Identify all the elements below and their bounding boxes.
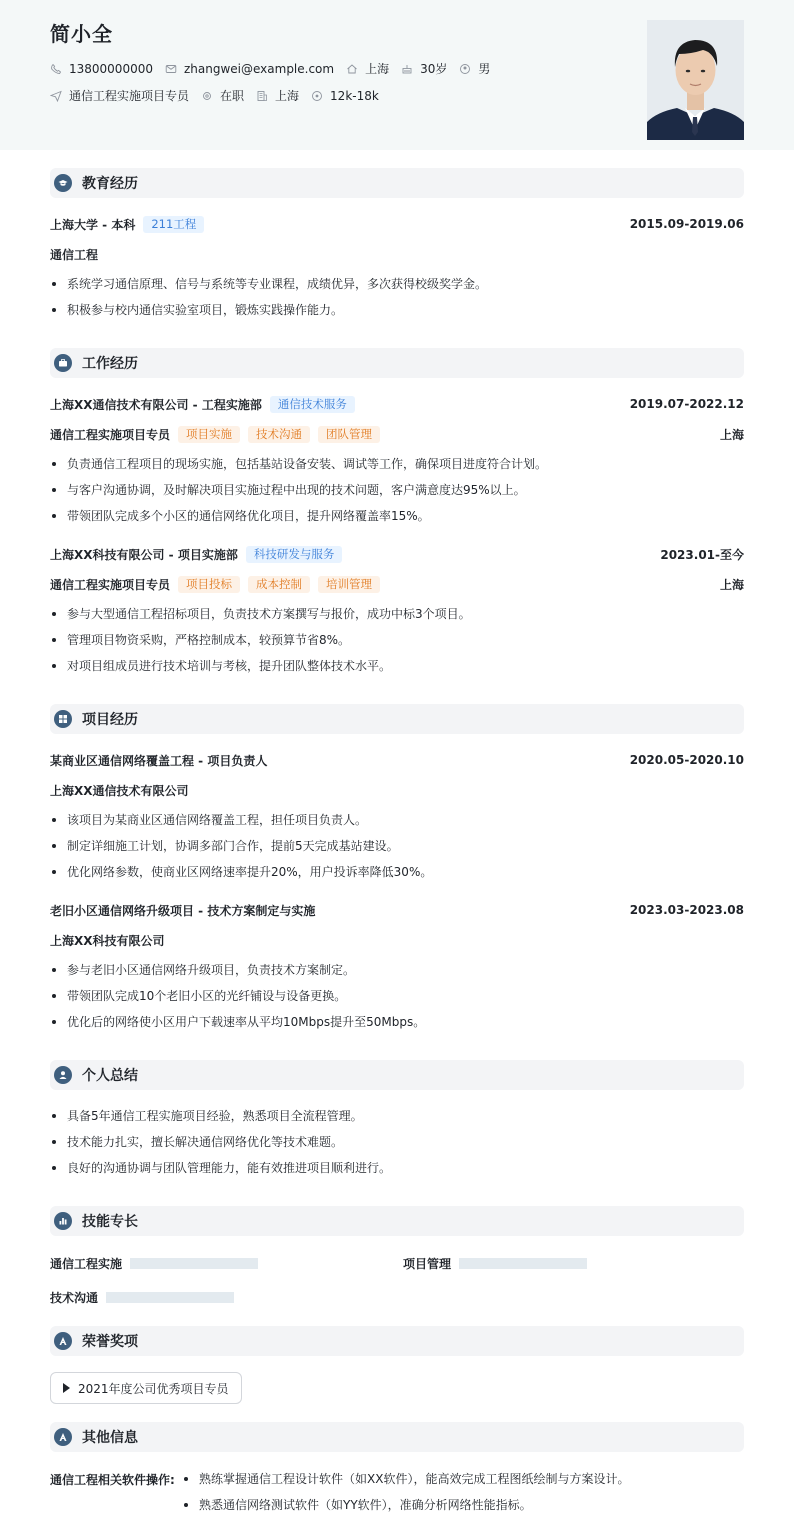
project-period: 2023.03-2023.08 — [629, 903, 744, 917]
salary-text: 12k-18k — [330, 88, 379, 103]
skill-name: 技术沟通 — [50, 1290, 99, 1305]
position-name: 通信工程实施项目专员 — [50, 427, 171, 442]
profile-photo — [647, 20, 744, 140]
education-period: 2015.09-2019.06 — [629, 217, 744, 231]
section-other — [50, 1422, 744, 1452]
status-text: 在职 — [220, 89, 245, 103]
list-item: 参与大型通信工程招标项目，负责技术方案撰写与报价，成功中标3个项目。 — [50, 606, 744, 632]
work-period: 2019.07-2022.12 — [629, 397, 744, 411]
skill-item — [50, 1288, 234, 1306]
skill-level-bar — [130, 1258, 258, 1269]
list-item: 积极参与校内通信实验室项目，锻炼实践操作能力。 — [50, 302, 744, 328]
work-position-row — [50, 575, 744, 593]
section-education — [50, 168, 744, 198]
industry-tag: 通信技术服务 — [270, 396, 355, 413]
section-title: 工作经历 — [82, 356, 138, 372]
skill-name: 项目管理 — [403, 1256, 452, 1271]
education-bullets — [50, 276, 744, 328]
project-title: 老旧小区通信网络升级项目 - 技术方案制定与实施 — [50, 903, 316, 918]
work-period: 2023.01-至今 — [660, 547, 744, 562]
section-title: 荣誉奖项 — [82, 1334, 138, 1350]
intent-city-text: 上海 — [275, 89, 300, 103]
list-item: 带领团队完成10个老旧小区的光纤铺设与设备更换。 — [50, 988, 744, 1014]
phone-text: 13800000000 — [69, 61, 153, 76]
list-item: 负责通信工程项目的现场实施，包括基站设备安装、调试等工作，确保项目进度符合计划。 — [50, 456, 744, 482]
major-name: 通信工程 — [50, 247, 99, 262]
summary-bullets — [50, 1108, 744, 1186]
award-icon — [54, 1332, 72, 1350]
honor-chip — [50, 1372, 242, 1404]
section-title: 个人总结 — [82, 1068, 138, 1084]
work-entry-header — [50, 395, 744, 413]
skill-tag: 团队管理 — [318, 426, 380, 443]
gear-icon — [201, 90, 213, 102]
triangle-icon — [63, 1383, 70, 1393]
candidate-name: 简小全 — [50, 22, 113, 46]
skill-item — [50, 1254, 258, 1272]
project-entry-header — [50, 901, 744, 919]
skill-tag: 培训管理 — [318, 576, 380, 593]
position-name: 通信工程实施项目专员 — [50, 577, 171, 592]
list-item: 该项目为某商业区通信网络覆盖工程，担任项目负责人。 — [50, 812, 744, 838]
salary-item — [311, 89, 379, 103]
contact-row — [50, 60, 502, 77]
skill-tag: 成本控制 — [248, 576, 310, 593]
company-name: 上海XX科技有限公司 - 项目实施部 — [50, 547, 238, 562]
resume-header — [0, 0, 794, 150]
list-item: 与客户沟通协调，及时解决项目实施过程中出现的技术问题，客户满意度达95%以上。 — [50, 482, 744, 508]
project-company-row — [50, 781, 744, 799]
section-skills — [50, 1206, 744, 1236]
age-item — [401, 60, 447, 77]
mail-icon — [165, 63, 177, 75]
skill-item — [403, 1254, 587, 1272]
school-tag: 211工程 — [143, 216, 204, 233]
list-item: 参与老旧小区通信网络升级项目，负责技术方案制定。 — [50, 962, 744, 988]
section-title: 项目经历 — [82, 712, 138, 728]
age-text: 30岁 — [420, 62, 448, 76]
work-city: 上海 — [719, 577, 744, 592]
section-title: 技能专长 — [82, 1214, 138, 1230]
project-company: 上海XX通信技术有限公司 — [50, 783, 189, 798]
graduation-cap-icon — [54, 174, 72, 192]
list-item: 具备5年通信工程实施项目经验，熟悉项目全流程管理。 — [50, 1108, 744, 1134]
intent-city-item — [256, 87, 299, 104]
honor-text: 2021年度公司优秀项目专员 — [78, 1381, 229, 1396]
job-intent-text: 通信工程实施项目专员 — [69, 89, 190, 103]
education-entry-header — [50, 215, 744, 233]
email-item — [165, 62, 334, 76]
project-company-row — [50, 931, 744, 949]
user-icon — [54, 1066, 72, 1084]
project-bullets — [50, 962, 744, 1040]
work-entry-header — [50, 545, 744, 563]
company-name: 上海XX通信技术有限公司 - 工程实施部 — [50, 397, 262, 412]
skill-level-bar — [459, 1258, 587, 1269]
grid-icon — [54, 710, 72, 728]
education-major-row — [50, 245, 744, 263]
section-work — [50, 348, 744, 378]
section-summary — [50, 1060, 744, 1090]
home-icon — [346, 63, 358, 75]
skill-name: 通信工程实施 — [50, 1256, 123, 1271]
cake-icon — [401, 63, 413, 75]
list-item: 良好的沟通协调与团队管理能力，能有效推进项目顺利进行。 — [50, 1160, 744, 1186]
info-icon — [54, 1428, 72, 1446]
project-period: 2020.05-2020.10 — [629, 753, 744, 767]
list-item: 管理项目物资采购，严格控制成本，较预算节省8%。 — [50, 632, 744, 658]
work-city: 上海 — [719, 427, 744, 442]
gender-text: 男 — [478, 62, 491, 76]
section-title: 教育经历 — [82, 176, 138, 192]
project-company: 上海XX科技有限公司 — [50, 933, 165, 948]
phone-icon — [50, 63, 62, 75]
list-item: 熟练掌握通信工程设计软件（如XX软件），能高效完成工程图纸绘制与方案设计。 — [182, 1471, 629, 1497]
project-title: 某商业区通信网络覆盖工程 - 项目负责人 — [50, 753, 268, 768]
list-item: 对项目组成员进行技术培训与考核，提升团队整体技术水平。 — [50, 658, 744, 684]
location-item — [346, 60, 389, 77]
intent-row — [50, 87, 391, 104]
list-item: 技术能力扎实，擅长解决通信网络优化等技术难题。 — [50, 1134, 744, 1160]
email-text: zhangwei@example.com — [183, 61, 335, 76]
work-position-row — [50, 425, 744, 443]
skill-level-bar — [106, 1292, 234, 1303]
building-icon — [256, 90, 268, 102]
coin-icon — [311, 90, 323, 102]
job-intent-item — [50, 87, 189, 104]
status-item — [201, 87, 244, 104]
gender-item — [459, 60, 490, 77]
section-honors — [50, 1326, 744, 1356]
school-name: 上海大学 - 本科 — [50, 217, 136, 232]
list-item: 带领团队完成多个小区的通信网络优化项目，提升网络覆盖率15%。 — [50, 508, 744, 534]
list-item: 优化后的网络使小区用户下载速率从平均10Mbps提升至50Mbps。 — [50, 1014, 744, 1040]
other-bullets — [182, 1471, 629, 1523]
skill-tag: 技术沟通 — [248, 426, 310, 443]
list-item: 优化网络参数，使商业区网络速率提升20%，用户投诉率降低30%。 — [50, 864, 744, 890]
send-icon — [50, 90, 62, 102]
section-title: 其他信息 — [82, 1430, 138, 1446]
project-entry-header — [50, 751, 744, 769]
work-bullets — [50, 606, 744, 684]
list-item: 制定详细施工计划，协调多部门合作，提前5天完成基站建设。 — [50, 838, 744, 864]
list-item: 熟悉通信网络测试软件（如YY软件），准确分析网络性能指标。 — [182, 1497, 629, 1523]
work-bullets — [50, 456, 744, 534]
briefcase-icon — [54, 354, 72, 372]
user-circle-icon — [459, 63, 471, 75]
bar-chart-icon — [54, 1212, 72, 1230]
other-label: 通信工程相关软件操作: — [50, 1473, 175, 1487]
location-text: 上海 — [365, 62, 390, 76]
skill-tag: 项目投标 — [178, 576, 240, 593]
industry-tag: 科技研发与服务 — [246, 546, 343, 563]
project-bullets — [50, 812, 744, 890]
list-item: 系统学习通信原理、信号与系统等专业课程，成绩优异，多次获得校级奖学金。 — [50, 276, 744, 302]
section-projects — [50, 704, 744, 734]
skill-tag: 项目实施 — [178, 426, 240, 443]
phone-item — [50, 62, 153, 76]
